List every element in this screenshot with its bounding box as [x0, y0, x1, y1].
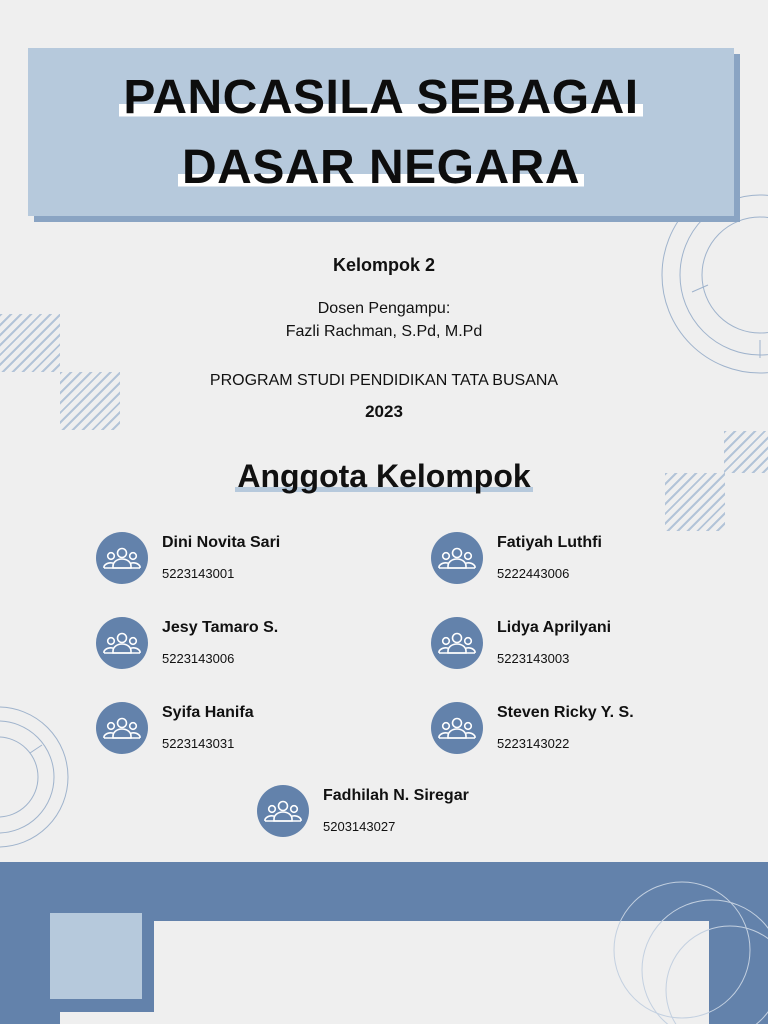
- group-icon: [96, 702, 148, 754]
- program-name: PROGRAM STUDI PENDIDIKAN TATA BUSANA: [209, 372, 559, 389]
- year: 2023: [365, 402, 403, 421]
- member-nim: 5222443006: [497, 566, 570, 581]
- lecturer-label: Dosen Pengampu:: [317, 300, 451, 317]
- member-nim: 5223143003: [497, 651, 570, 666]
- next-page-card-lower: [60, 1012, 170, 1024]
- member-name: Fadhilah N. Siregar: [323, 787, 469, 804]
- member-name: Lidya Aprilyani: [497, 619, 612, 636]
- group-icon: [96, 532, 148, 584]
- decorative-circles-bottom-right: [600, 870, 768, 1024]
- group-icon: [431, 532, 483, 584]
- member-name: Fatiyah Luthfi: [497, 534, 602, 551]
- next-page-square: [50, 913, 142, 999]
- member-name: Syifa Hanifa: [162, 704, 254, 721]
- member-item: [257, 785, 547, 845]
- group-icon: [96, 617, 148, 669]
- lecturer-name: Fazli Rachman, S.Pd, M.Pd: [285, 323, 483, 340]
- member-nim: 5223143006: [162, 651, 235, 666]
- member-item: [96, 532, 386, 592]
- member-name: Dini Novita Sari: [162, 534, 281, 551]
- member-item: [96, 702, 386, 762]
- member-name: Jesy Tamaro S.: [162, 619, 279, 636]
- member-nim: 5223143022: [497, 736, 570, 751]
- member-item: [431, 617, 721, 677]
- member-item: [431, 532, 721, 592]
- title-banner: [28, 48, 734, 216]
- members-heading: Anggota Kelompok: [237, 458, 531, 494]
- member-name: Steven Ricky Y. S.: [497, 704, 634, 721]
- decorative-circles-left: [0, 705, 72, 850]
- title-line-2: DASAR NEGARA: [28, 140, 734, 195]
- member-item: [431, 702, 721, 762]
- member-item: [96, 617, 386, 677]
- group-icon: [431, 702, 483, 754]
- group-icon: [431, 617, 483, 669]
- member-nim: 5203143027: [323, 819, 396, 834]
- member-nim: 5223143001: [162, 566, 235, 581]
- group-icon: [257, 785, 309, 837]
- group-label: Kelompok 2: [332, 255, 436, 275]
- member-nim: 5223143031: [162, 736, 235, 751]
- title-line-1: PANCASILA SEBAGAI: [28, 70, 734, 125]
